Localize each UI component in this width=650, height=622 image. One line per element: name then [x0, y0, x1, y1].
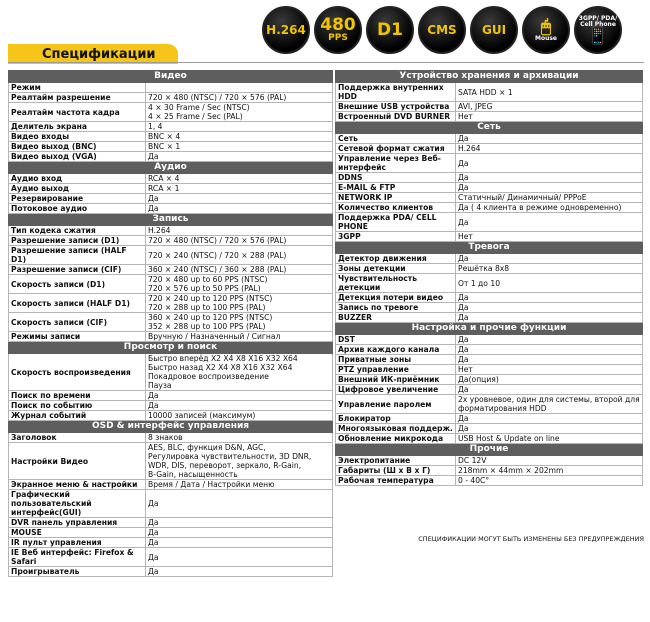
section-header-label: Настройка и прочие функции: [336, 323, 643, 335]
spec-value: Да ( 4 клиента в режиме одновременно): [456, 203, 643, 213]
spec-value: 720 × 480 (NTSC) / 720 × 576 (PAL): [146, 93, 333, 103]
spec-label: Многоязыковая поддерж.: [336, 424, 456, 434]
spec-row: [9, 332, 333, 342]
spec-label: Детекция потери видео: [336, 293, 456, 303]
spec-value: 1, 4: [146, 122, 333, 132]
spec-row: [9, 93, 333, 103]
spec-label: Скорость воспроизведения: [9, 354, 146, 391]
spec-value: Да: [456, 313, 643, 323]
spec-value: Да: [146, 152, 333, 162]
spec-label: Блокиратор: [336, 414, 456, 424]
spec-label: Реалтайм частота кадра: [9, 103, 146, 122]
spec-value: Да: [456, 345, 643, 355]
spec-label: Разрешение записи (HALF D1): [9, 246, 146, 265]
spec-value: Да: [456, 414, 643, 424]
spec-row: [336, 345, 643, 355]
spec-label: Встроенный DVD BURNER: [336, 112, 456, 122]
spec-row: [9, 480, 333, 490]
section-header: [336, 71, 643, 83]
cms-badge: [418, 6, 466, 54]
spec-value: Да: [146, 490, 333, 518]
spec-row: [9, 174, 333, 184]
spec-value: Да: [456, 173, 643, 183]
spec-label: Детектор движения: [336, 254, 456, 264]
spec-row: [336, 102, 643, 112]
spec-label: Приватные зоны: [336, 355, 456, 365]
spec-value: 8 знаков: [146, 433, 333, 443]
spec-label: Разрешение записи (CIF): [9, 265, 146, 275]
spec-row: [336, 424, 643, 434]
h264-badge-label: H.264: [266, 23, 306, 37]
spec-label: Разрешение записи (D1): [9, 236, 146, 246]
spec-value: BNC × 1: [146, 142, 333, 152]
spec-label: Скорость записи (HALF D1): [9, 294, 146, 313]
spec-label: NETWORK IP: [336, 193, 456, 203]
spec-row: [336, 313, 643, 323]
spec-value: 720 × 480 (NTSC) / 720 × 576 (PAL): [146, 236, 333, 246]
section-title-bar: [8, 44, 178, 64]
spec-label: Резервирование: [9, 194, 146, 204]
section-header: [9, 162, 333, 174]
spec-label: Чувствительность детекции: [336, 274, 456, 293]
d1-badge: [366, 6, 414, 54]
spec-row: [9, 294, 333, 313]
spec-label: Количество клиентов: [336, 203, 456, 213]
spec-row: [336, 274, 643, 293]
spec-row: [9, 538, 333, 548]
spec-label: Запись по тревоге: [336, 303, 456, 313]
spec-label: PTZ управление: [336, 365, 456, 375]
section-header-label: Тревога: [336, 242, 643, 254]
spec-row: [336, 476, 643, 486]
spec-label: Обновление микрокода: [336, 434, 456, 444]
section-header-label: Видео: [9, 71, 333, 83]
spec-value: Да: [146, 548, 333, 567]
spec-value: [146, 83, 333, 93]
spec-label: Внешний ИК-приёмник: [336, 375, 456, 385]
spec-label: IE Веб интерфейс: Firefox & Safari: [9, 548, 146, 567]
spec-row: [9, 275, 333, 294]
spec-label: 3GPP: [336, 232, 456, 242]
spec-value: USB Host & Update on line: [456, 434, 643, 444]
spec-label: Архив каждого канала: [336, 345, 456, 355]
spec-row: [9, 401, 333, 411]
section-header-label: Просмотр и поиск: [9, 342, 333, 354]
section-header-label: Запись: [9, 214, 333, 226]
section-header: [9, 214, 333, 226]
spec-label: Поддержка внутренних HDD: [336, 83, 456, 102]
gui-badge-label: GUI: [481, 23, 507, 37]
spec-label: DDNS: [336, 173, 456, 183]
title-divider: [8, 62, 644, 63]
spec-value: Да: [456, 385, 643, 395]
spec-value: Да: [456, 183, 643, 193]
spec-label: DVR панель управления: [9, 518, 146, 528]
spec-row: [336, 134, 643, 144]
spec-row: [9, 204, 333, 214]
spec-label: Скорость записи (D1): [9, 275, 146, 294]
section-header-label: Прочие: [336, 444, 643, 456]
spec-value: H.264: [456, 144, 643, 154]
section-header: [9, 342, 333, 354]
spec-value: Да: [456, 355, 643, 365]
spec-label: Поиск по времени: [9, 391, 146, 401]
spec-value: Да: [456, 335, 643, 345]
spec-label: IR пульт управления: [9, 538, 146, 548]
spec-value: От 1 до 10: [456, 274, 643, 293]
spec-label: Внешние USB устройства: [336, 102, 456, 112]
spec-label: Рабочая температура: [336, 476, 456, 486]
spec-label: Экранное меню & настройки: [9, 480, 146, 490]
spec-value: RCA × 4: [146, 174, 333, 184]
spec-label: Габариты (Ш x В x Г): [336, 466, 456, 476]
left-spec-table: [8, 70, 333, 577]
section-header: [9, 71, 333, 83]
spec-value: 2х уровневое, один для системы, второй для форматирования HDD: [456, 395, 643, 414]
spec-value: Решётка 8x8: [456, 264, 643, 274]
spec-value: 0 - 40C°: [456, 476, 643, 486]
spec-row: [9, 490, 333, 518]
spec-label: Проигрыватель: [9, 567, 146, 577]
spec-label: Видео выход (VGA): [9, 152, 146, 162]
h264-badge: [262, 6, 310, 54]
spec-value: Да: [456, 424, 643, 434]
spec-row: [9, 567, 333, 577]
disclaimer-note: СПЕЦИФИКАЦИИ МОГУТ БЫТЬ ИЗМЕНЕНЫ БЕЗ ПРЕДУПРЕЖДЕНИЯ: [418, 535, 644, 543]
spec-label: Аудио вход: [9, 174, 146, 184]
section-header-label: Аудио: [9, 162, 333, 174]
spec-value: Да: [146, 204, 333, 214]
left-spec-column: [8, 70, 333, 577]
spec-value: 720 × 240 (NTSC) / 720 × 288 (PAL): [146, 246, 333, 265]
spec-row: [336, 303, 643, 313]
page-title: Спецификации: [42, 47, 156, 62]
spec-row: [9, 83, 333, 93]
spec-row: [9, 518, 333, 528]
spec-row: [9, 433, 333, 443]
spec-row: [336, 375, 643, 385]
cms-badge-label: CMS: [427, 23, 457, 37]
spec-value: 720 × 240 up to 120 PPS (NTSC) 720 × 288 up to 100 PPS (PAL): [146, 294, 333, 313]
spec-value: 360 × 240 up to 120 PPS (NTSC) 352 × 288 up to 100 PPS (PAL): [146, 313, 333, 332]
spec-row: [336, 83, 643, 102]
spec-row: [336, 183, 643, 193]
spec-value: Да: [146, 401, 333, 411]
spec-row: [336, 466, 643, 476]
phone-badge: [574, 6, 622, 54]
spec-label: Электропитание: [336, 456, 456, 466]
spec-label: Заголовок: [9, 433, 146, 443]
spec-row: [9, 122, 333, 132]
spec-label: Видео входы: [9, 132, 146, 142]
spec-value: Да: [456, 254, 643, 264]
d1-badge-label: D1: [377, 19, 403, 40]
spec-label: Поиск по событию: [9, 401, 146, 411]
spec-value: Да: [456, 303, 643, 313]
spec-row: [9, 236, 333, 246]
spec-row: [9, 391, 333, 401]
spec-value: Нет: [456, 232, 643, 242]
480pps-badge-number: 480: [320, 15, 356, 35]
section-header: [336, 444, 643, 456]
spec-row: [336, 365, 643, 375]
right-spec-column: [335, 70, 643, 486]
spec-label: Управление паролем: [336, 395, 456, 414]
spec-row: [336, 254, 643, 264]
spec-row: [336, 385, 643, 395]
spec-label: Настройки Видео: [9, 443, 146, 480]
section-header: [336, 242, 643, 254]
spec-label: DST: [336, 335, 456, 345]
spec-row: [9, 152, 333, 162]
spec-row: [336, 112, 643, 122]
spec-value: Нет: [456, 365, 643, 375]
spec-label: BUZZER: [336, 313, 456, 323]
spec-row: [336, 395, 643, 414]
spec-value: 360 × 240 (NTSC) / 360 × 288 (PAL): [146, 265, 333, 275]
feature-badges: [262, 6, 622, 54]
spec-value: Да: [456, 213, 643, 232]
section-header: [9, 421, 333, 433]
spec-value: Да: [146, 528, 333, 538]
spec-row: [336, 264, 643, 274]
spec-label: Режим: [9, 83, 146, 93]
spec-row: [9, 103, 333, 122]
spec-value: Да: [146, 567, 333, 577]
spec-row: [9, 443, 333, 480]
spec-label: Аудио выход: [9, 184, 146, 194]
spec-row: [336, 456, 643, 466]
spec-value: 720 × 480 up to 60 PPS (NTSC) 720 × 576 up to 50 PPS (PAL): [146, 275, 333, 294]
spec-value: Да: [456, 293, 643, 303]
spec-row: [336, 434, 643, 444]
spec-value: Да: [146, 518, 333, 528]
spec-label: Делитель экрана: [9, 122, 146, 132]
spec-label: Управление через Веб- интерфейс: [336, 154, 456, 173]
mouse-icon: 🖱: [540, 16, 552, 37]
section-header: [336, 323, 643, 335]
spec-label: Видео выход (BNC): [9, 142, 146, 152]
spec-row: [336, 173, 643, 183]
480pps-badge-unit: PPS: [328, 33, 348, 43]
mouse-badge-label: Mouse: [534, 34, 557, 42]
section-header: [336, 122, 643, 134]
spec-label: Журнал событий: [9, 411, 146, 421]
spec-row: [336, 335, 643, 345]
spec-row: [9, 142, 333, 152]
spec-value: Время / Дата / Настройки меню: [146, 480, 333, 490]
spec-label: Цифровое увеличение: [336, 385, 456, 395]
spec-label: Режимы записи: [9, 332, 146, 342]
spec-row: [9, 132, 333, 142]
spec-label: Сеть: [336, 134, 456, 144]
spec-value: SATA HDD × 1: [456, 83, 643, 102]
spec-value: Да: [456, 134, 643, 144]
section-header-label: Устройство хранения и архивации: [336, 71, 643, 83]
spec-row: [9, 411, 333, 421]
spec-value: Да: [146, 391, 333, 401]
phone-badge-label: 3GPP/ PDA/ Cell Phone: [578, 14, 618, 28]
spec-row: [336, 213, 643, 232]
480pps-badge: [314, 6, 362, 54]
spec-row: [9, 226, 333, 236]
spec-label: Зоны детекции: [336, 264, 456, 274]
spec-row: [9, 313, 333, 332]
spec-row: [336, 414, 643, 424]
spec-value: AVI, JPEG: [456, 102, 643, 112]
spec-label: MOUSE: [9, 528, 146, 538]
spec-row: [336, 193, 643, 203]
spec-row: [9, 548, 333, 567]
spec-value: 4 × 30 Frame / Sec (NTSC) 4 × 25 Frame / Sec (PAL): [146, 103, 333, 122]
spec-label: Тип кодека сжатия: [9, 226, 146, 236]
spec-value: Да(опция): [456, 375, 643, 385]
mouse-badge: [522, 6, 570, 54]
spec-value: Вручную / Назначенный / Сигнал: [146, 332, 333, 342]
spec-value: Да: [146, 538, 333, 548]
spec-value: H.264: [146, 226, 333, 236]
spec-row: [336, 293, 643, 303]
spec-row: [9, 265, 333, 275]
spec-row: [9, 354, 333, 391]
spec-row: [336, 232, 643, 242]
spec-row: [9, 246, 333, 265]
spec-row: [336, 154, 643, 173]
spec-label: Скорость записи (CIF): [9, 313, 146, 332]
spec-value: RCA × 1: [146, 184, 333, 194]
gui-badge: [470, 6, 518, 54]
spec-value: Быстро вперёд X2 X4 X8 X16 X32 X64 Быстро назад X2 X4 X8 X16 X32 X64 Покадровое воспроизведение Пауза: [146, 354, 333, 391]
spec-row: [336, 355, 643, 365]
spec-label: Графический пользовательский интерфейс(GUI): [9, 490, 146, 518]
spec-value: BNC × 4: [146, 132, 333, 142]
spec-value: 218mm × 44mm × 202mm: [456, 466, 643, 476]
spec-row: [336, 203, 643, 213]
spec-value: 10000 записей (максимум): [146, 411, 333, 421]
section-header-label: OSD & интерфейс управления: [9, 421, 333, 433]
section-header-label: Сеть: [336, 122, 643, 134]
spec-label: Реалтайм разрешение: [9, 93, 146, 103]
spec-row: [336, 144, 643, 154]
spec-label: Сетевой формат сжатия: [336, 144, 456, 154]
spec-row: [9, 184, 333, 194]
spec-label: E-MAIL & FTP: [336, 183, 456, 193]
spec-label: Потоковое аудио: [9, 204, 146, 214]
spec-row: [9, 194, 333, 204]
spec-value: Да: [456, 154, 643, 173]
phone-icon: 📱: [587, 25, 609, 46]
spec-value: Да: [146, 194, 333, 204]
spec-value: Статичный/ Динамичный/ PPPoE: [456, 193, 643, 203]
spec-value: AES, BLC, функция D&N, AGC, Регулировка чувствительности, 3D DNR, WDR, DIS, переворот, зеркало, R-Gain, B-Gain, насыщенность: [146, 443, 333, 480]
spec-label: Поддержка PDA/ CELL PHONE: [336, 213, 456, 232]
spec-row: [9, 528, 333, 538]
spec-value: Нет: [456, 112, 643, 122]
right-spec-table: [335, 70, 643, 486]
spec-value: DC 12V: [456, 456, 643, 466]
